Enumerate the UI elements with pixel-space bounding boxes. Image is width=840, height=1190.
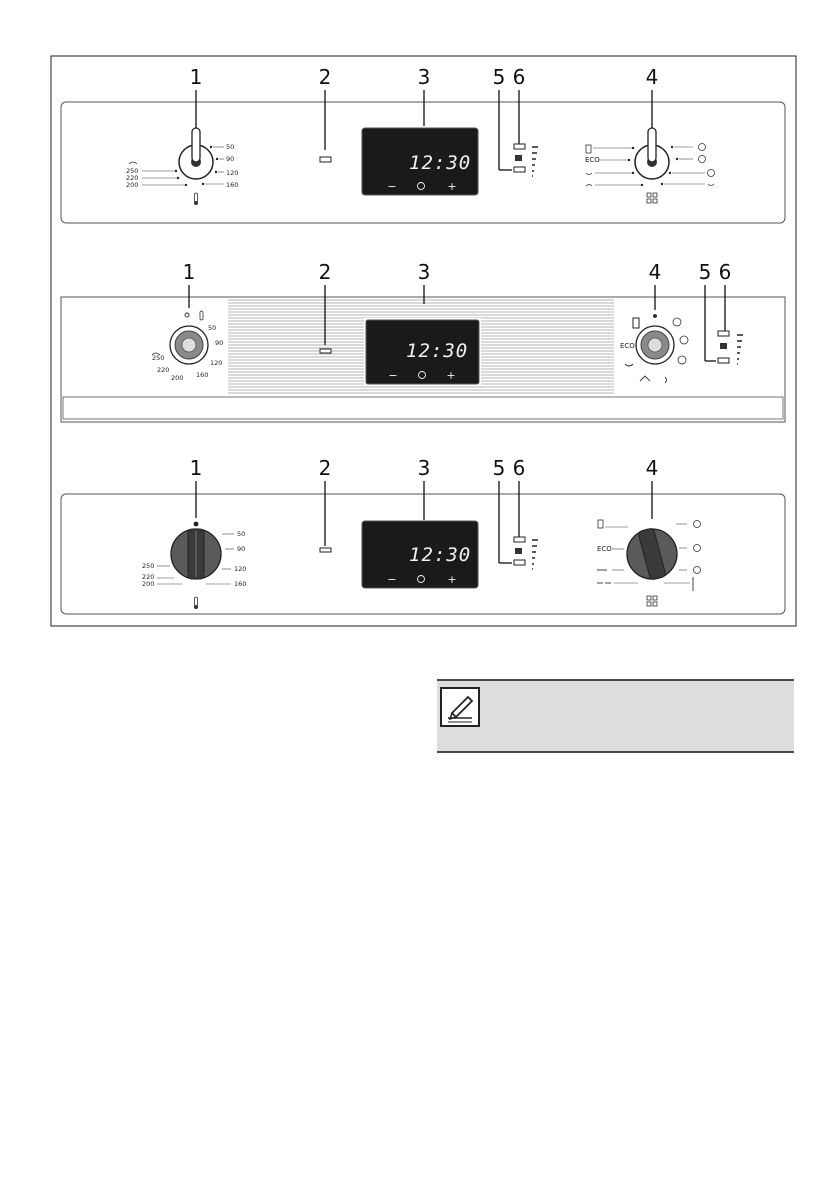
temp-50-c: 50 — [237, 530, 246, 538]
function-knob-a[interactable] — [635, 128, 669, 179]
callout-3-c: 3 — [417, 456, 431, 480]
function-knob-c[interactable] — [627, 528, 677, 580]
minus-button-c[interactable]: − — [387, 573, 397, 586]
callout-3-b: 3 — [417, 260, 431, 284]
temperature-knob-c[interactable] — [171, 522, 221, 579]
eco-label-a: ECO — [585, 156, 600, 164]
callout-5-c: 5 — [492, 456, 506, 480]
display-time-a: 12:30 — [409, 152, 472, 174]
temp-220-b: 220 — [157, 366, 170, 374]
callout-2: 2 — [318, 65, 332, 89]
thermometer-icon — [194, 193, 198, 205]
temp-220: 220 — [126, 174, 139, 182]
callout-5-b: 5 — [698, 260, 712, 284]
minus-button-a[interactable]: − — [387, 180, 397, 193]
note-box — [437, 679, 794, 753]
indicator-light-c — [320, 548, 331, 552]
temp-120-b: 120 — [210, 359, 223, 367]
callout-1-b: 1 — [182, 260, 196, 284]
temp-50-b: 50 — [208, 324, 217, 332]
temp-250-c: 250 — [142, 562, 155, 570]
temp-220-c: 220 — [142, 573, 155, 581]
callout-6-c: 6 — [512, 456, 526, 480]
temp-160-c: 160 — [234, 580, 247, 588]
temp-200: 200 — [126, 181, 139, 189]
callout-3: 3 — [417, 65, 431, 89]
temp-90: 90 — [226, 155, 235, 163]
grid-icon — [647, 193, 657, 203]
callout-4-c: 4 — [645, 456, 659, 480]
temp-50: 50 — [226, 143, 235, 151]
temp-90-b: 90 — [215, 339, 224, 347]
callout-4: 4 — [645, 65, 659, 89]
callout-6-b: 6 — [718, 260, 732, 284]
indicator-light-a — [320, 157, 331, 162]
panel-a — [61, 65, 785, 223]
plus-button-c[interactable]: + — [447, 573, 457, 586]
temperature-knob-a[interactable] — [179, 128, 213, 179]
temp-250-b: 250 — [152, 354, 165, 362]
grill-icon — [129, 162, 137, 164]
heat-indicators-b — [718, 331, 743, 364]
callout-2-c: 2 — [318, 456, 332, 480]
plus-button-a[interactable]: + — [447, 180, 457, 193]
panel-b-strip — [63, 397, 783, 419]
fan-icon — [699, 144, 706, 151]
temp-200-c: 200 — [142, 580, 155, 588]
defrost-icon — [586, 145, 591, 153]
display-time-c: 12:30 — [409, 544, 472, 566]
temp-200-b: 200 — [171, 374, 184, 382]
callout-4-b: 4 — [648, 260, 662, 284]
display-time-b: 12:30 — [406, 340, 469, 362]
display-a[interactable] — [362, 128, 478, 195]
heat-indicators-a — [514, 144, 538, 176]
plus-button-b[interactable]: + — [446, 369, 456, 382]
callout-1-c: 1 — [189, 456, 203, 480]
indicator-light-b — [320, 349, 331, 353]
heat-indicators-c — [514, 537, 538, 569]
display-c[interactable] — [362, 521, 478, 588]
callout-2-b: 2 — [318, 260, 332, 284]
panel-c — [61, 456, 785, 614]
temp-250: 250 — [126, 167, 139, 175]
minus-button-b[interactable]: − — [388, 369, 398, 382]
temp-160: 160 — [226, 181, 239, 189]
temp-120: 120 — [226, 169, 239, 177]
pencil-note-icon — [440, 687, 480, 727]
callout-6: 6 — [512, 65, 526, 89]
display-b[interactable] — [366, 320, 479, 384]
eco-label-c: ECO — [597, 545, 612, 553]
temperature-knob-b[interactable] — [170, 326, 208, 364]
callout-5: 5 — [492, 65, 506, 89]
callout-1: 1 — [189, 65, 203, 89]
temp-90-c: 90 — [237, 545, 246, 553]
temp-120-c: 120 — [234, 565, 247, 573]
door-lock-icon — [515, 155, 522, 161]
function-knob-b[interactable] — [636, 326, 674, 364]
eco-label-b: ECO — [620, 342, 635, 350]
panel-b — [61, 260, 785, 422]
temp-160-b: 160 — [196, 371, 209, 379]
